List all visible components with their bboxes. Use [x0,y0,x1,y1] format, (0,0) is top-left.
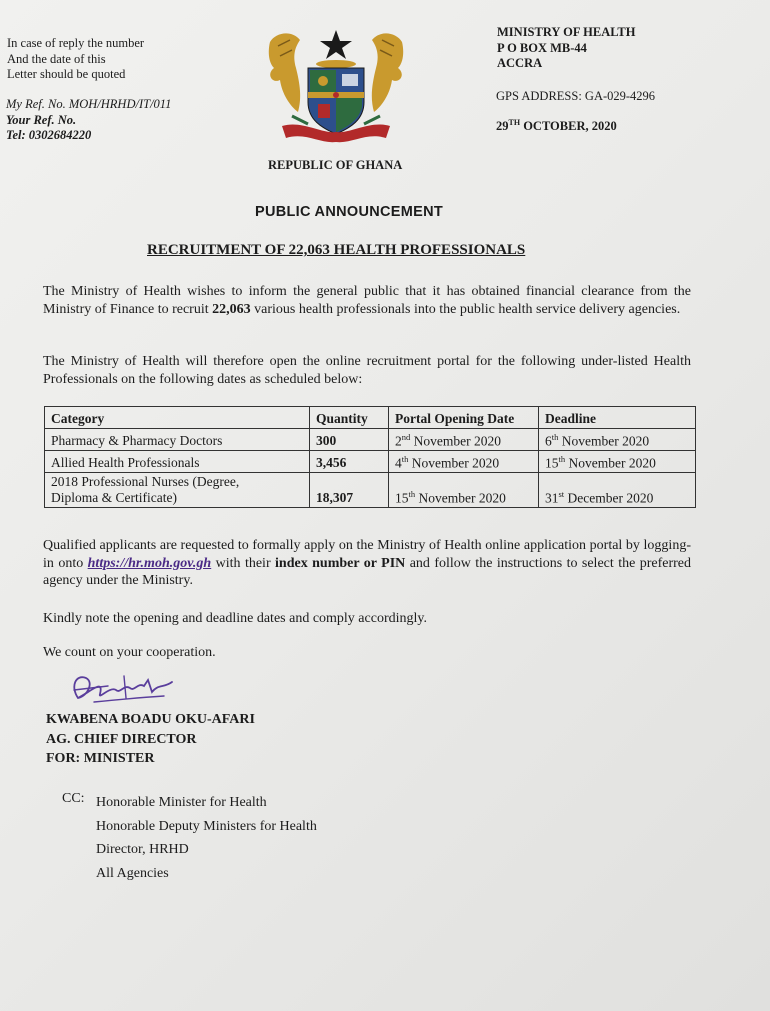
header-category: Category [45,407,310,429]
reply-line: And the date of this [7,51,106,66]
ministry-address [497,25,635,72]
announcement-heading: PUBLIC ANNOUNCEMENT [255,204,444,220]
intro-text-end: various health professionals into the public health service delivery agencies. [250,301,681,317]
closing-paragraph: We count on your cooperation. [43,645,216,660]
signatory-block [46,710,255,769]
cc-label: CC: [62,791,85,806]
reference-block [6,97,171,144]
reply-line: Letter should be quoted [7,67,126,81]
schedule-table [44,406,696,508]
cell-quantity: 3,456 [310,451,389,473]
cell-opening-date [389,429,539,451]
day-suffix: th [558,453,566,464]
header-opening-date: Portal Opening Date [389,407,539,429]
credential-note: index number or PIN [275,555,406,571]
address-line: MINISTRY OF HEALTH [497,25,636,39]
table-row [45,429,696,451]
signatory-for: FOR: MINISTER [46,751,155,766]
cell-category: Allied Health Professionals [45,451,310,473]
schedule-intro-paragraph: The Ministry of Health will therefore open the online recruitment portal for the following under-listed Health Professionals on the following dates as scheduled below: [43,354,691,387]
date-suffix: TH [508,118,521,127]
cell-deadline [539,473,696,508]
telephone: Tel: 0302684220 [6,128,92,142]
ghana-coat-of-arms-icon [262,28,410,146]
cc-recipient: Honorable Deputy Ministers for Health [96,818,317,834]
category-line: 2018 Professional Nurses (Degree, [51,474,240,489]
cell-quantity: 18,307 [310,473,389,508]
table-row [45,473,696,508]
address-line: P O BOX MB-44 [497,40,587,55]
letter-date [496,118,617,134]
cell-quantity: 300 [310,429,389,451]
cell-category: Pharmacy & Pharmacy Doctors [45,429,310,451]
date-rest: OCTOBER, 2020 [520,119,617,134]
signatory-name: KWABENA BOADU OKU-AFARI [46,712,255,727]
month-year: November 2020 [565,455,656,470]
cc-recipient: Honorable Minister for Health [96,795,267,810]
day-suffix: nd [401,431,411,442]
cc-recipient: All Agencies [96,865,169,881]
cell-category [45,473,310,508]
day: 15 [545,455,559,470]
cc-list [96,791,317,885]
cell-deadline [539,451,696,473]
table-row [45,451,696,473]
day: 15 [395,490,409,505]
day-suffix: th [401,453,409,464]
month-year: November 2020 [410,433,501,448]
day: 4 [395,455,402,470]
intro-count: 22,063 [212,301,251,317]
category-line: Diploma & Certificate) [51,490,177,505]
intro-paragraph [43,283,691,318]
reply-line: In case of reply the number [7,36,145,50]
reply-instructions [7,36,144,83]
date-day: 29 [496,119,509,134]
table-header-row [45,407,696,429]
month-year: November 2020 [415,490,506,505]
signatory-role: AG. CHIEF DIRECTOR [46,731,197,747]
note-paragraph: Kindly note the opening and deadline dates and comply accordingly. [43,611,427,626]
month-year: December 2020 [564,490,654,505]
day: 31 [545,490,559,505]
document-title: RECRUITMENT OF 22,063 HEALTH PROFESSIONALS [147,242,526,258]
cell-opening-date [389,451,539,473]
day-suffix: st [558,488,565,499]
day: 6 [545,433,552,448]
republic-label: REPUBLIC OF GHANA [268,158,403,172]
application-text: Qualified applicants are requested to formally apply on the Ministry of Health online application portal by logging-in onto [43,538,691,571]
day: 2 [395,433,402,448]
handwritten-signature-icon [64,668,180,708]
application-paragraph [43,537,691,590]
day-suffix: th [408,488,416,499]
application-text-mid: with their [211,555,276,571]
application-text-end: and follow the instructions to select the preferred agency under the Ministry. [43,555,692,588]
month-year: November 2020 [408,455,500,470]
header-quantity: Quantity [310,407,389,429]
address-line: ACCRA [497,56,543,70]
cell-opening-date [389,473,539,508]
cell-deadline [539,429,696,451]
gps-address: GPS ADDRESS: GA-029-4296 [496,89,656,103]
my-ref: My Ref. No. MOH/HRHD/IT/011 [6,97,172,111]
cc-recipient: Director, HRHD [96,842,189,857]
your-ref: Your Ref. No. [6,112,77,127]
portal-link[interactable]: https://hr.moh.gov.gh [87,555,212,571]
month-year: November 2020 [558,433,650,448]
intro-text: The Ministry of Health wishes to inform the general public that it has obtained financial clearance from the Ministry of Finance to recruit [43,284,691,317]
header-deadline: Deadline [539,407,696,429]
day-suffix: th [551,431,559,442]
